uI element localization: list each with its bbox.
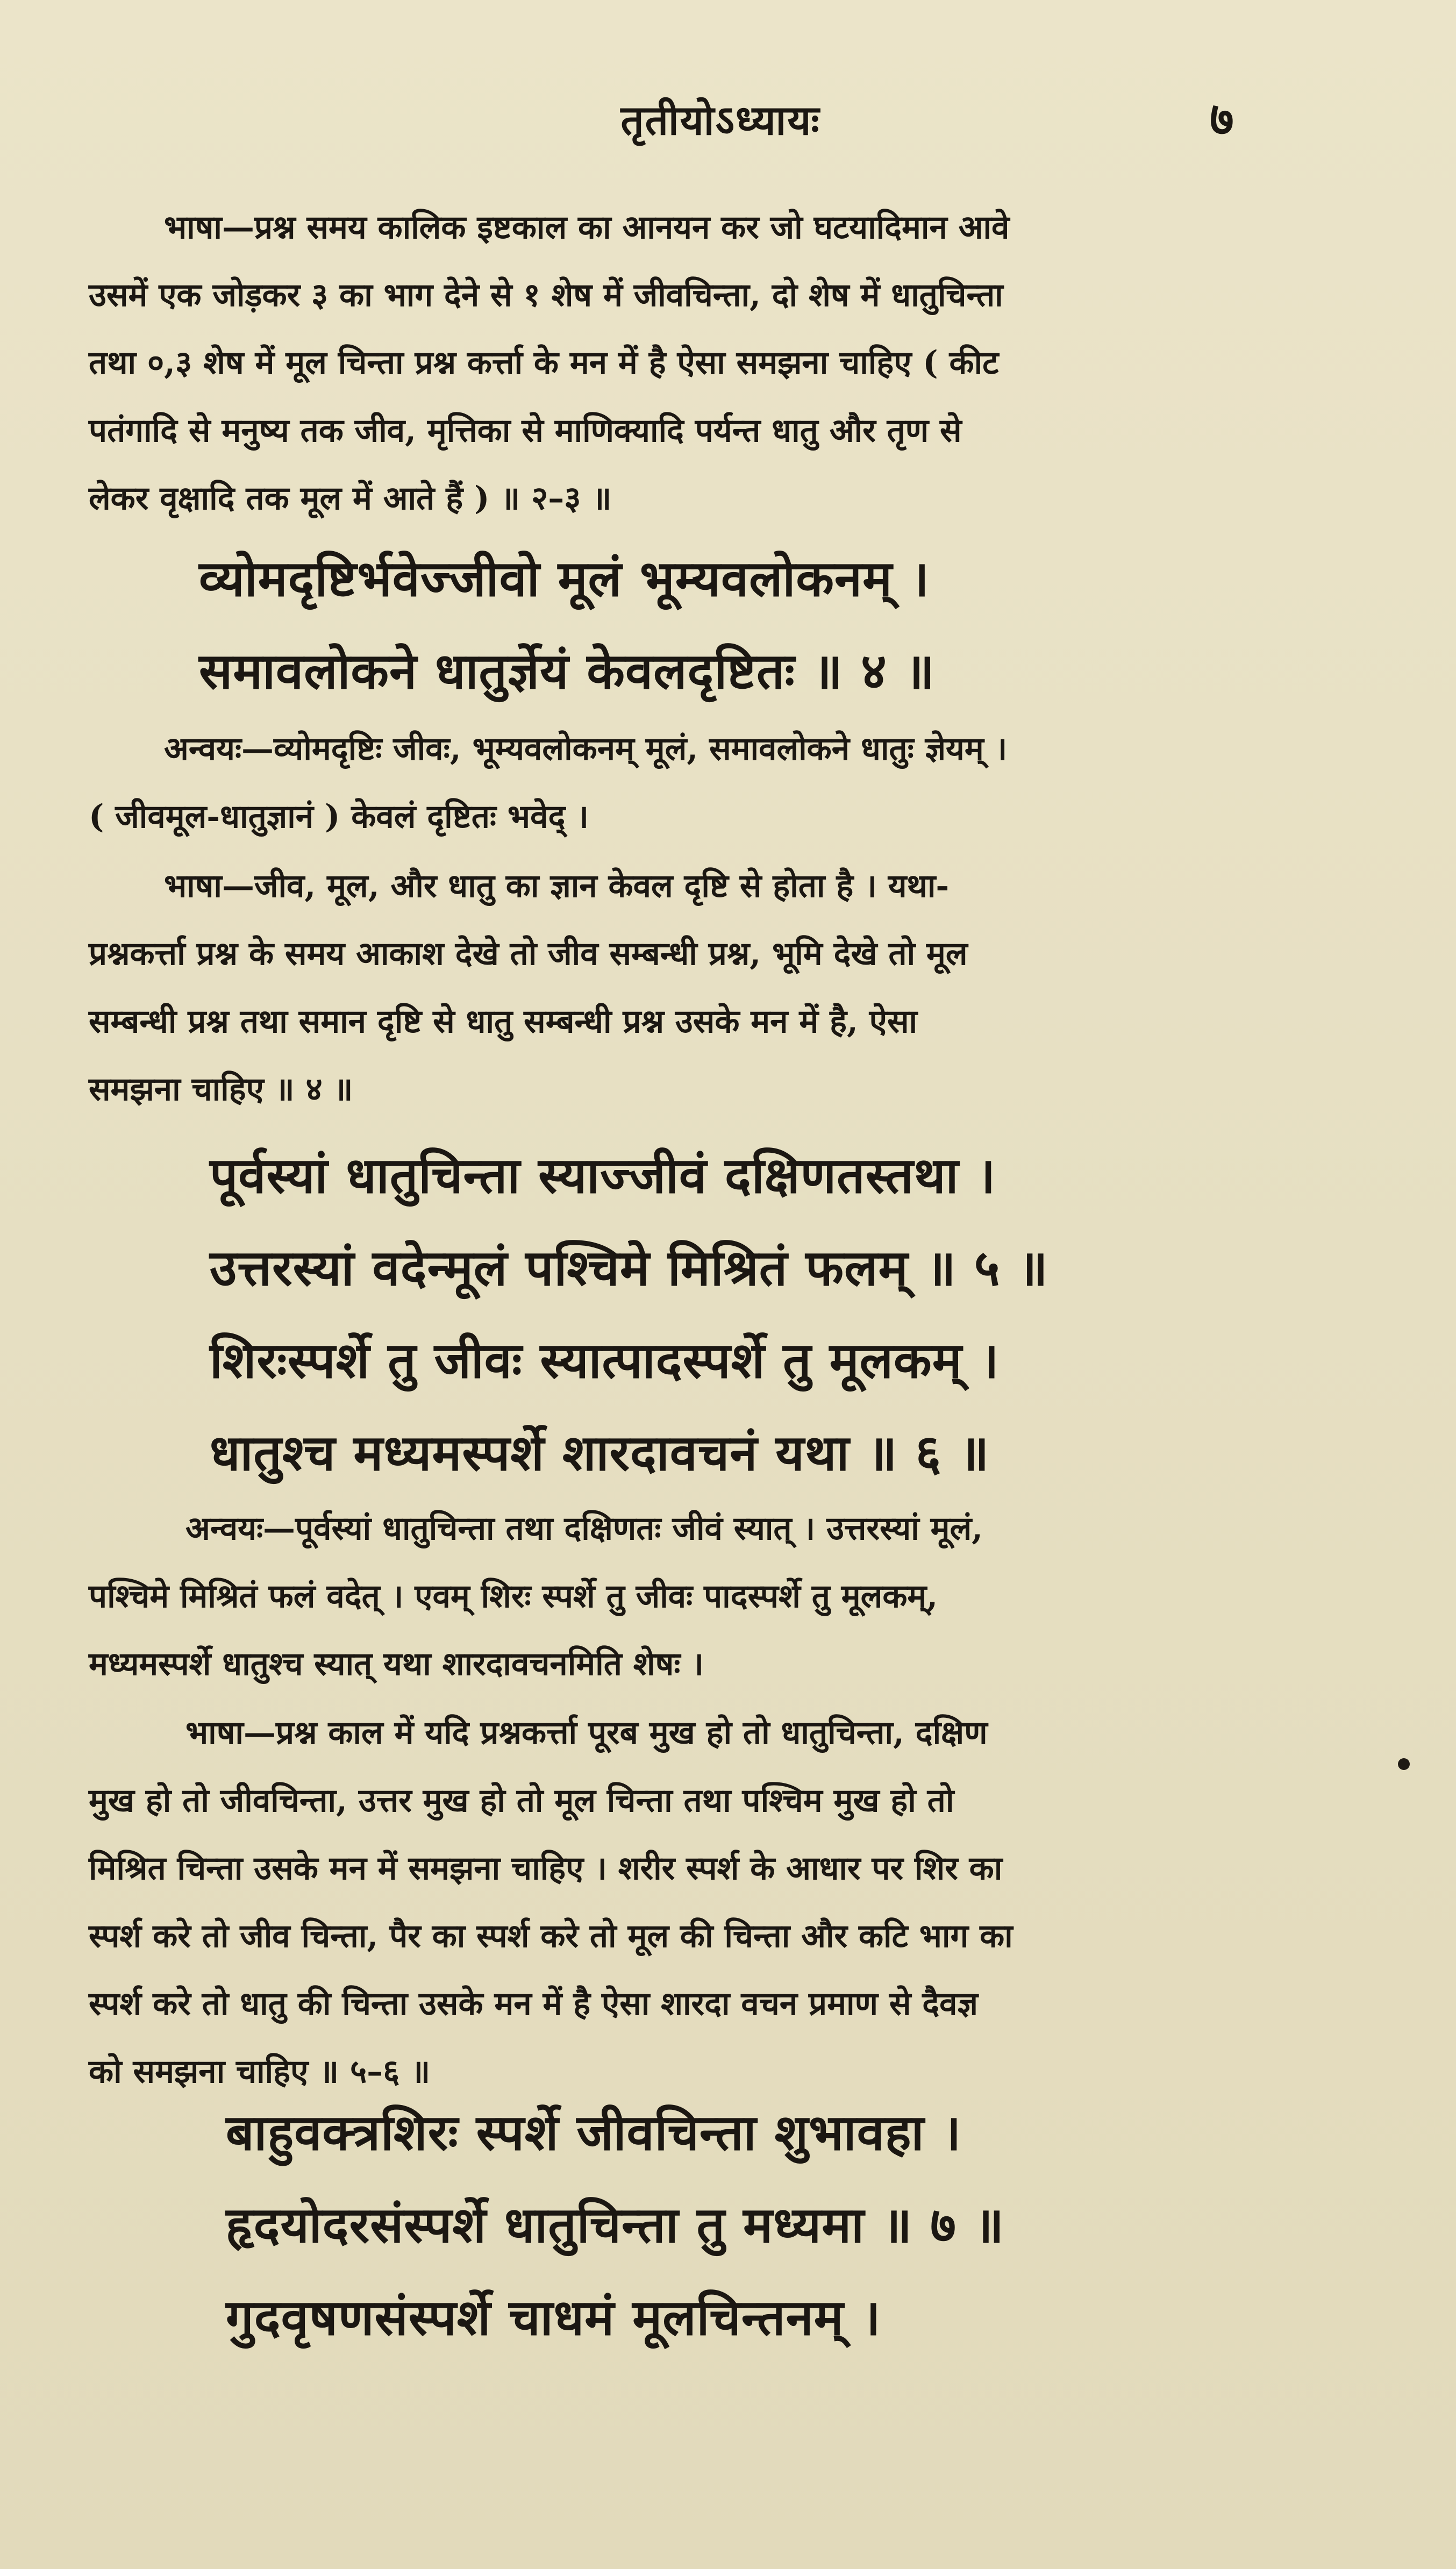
ink-speck <box>1398 1758 1410 1770</box>
text-line: मध्यमस्पर्शे धातुश्च स्यात् यथा शारदावचनमिति शेषः । <box>89 1645 704 1683</box>
verse-line: हृदयोदरसंस्पर्शे धातुचिन्ता तु मध्यमा ॥ ७ ॥ <box>226 2196 1005 2254</box>
verse-line: शिरःस्पर्शे तु जीवः स्यात्पादस्पर्शे तु मूलकम् । <box>210 1331 1000 1389</box>
text-line: प्रश्नकर्त्ता प्रश्न के समय आकाश देखे तो जीव सम्बन्धी प्रश्न, भूमि देखे तो मूल <box>89 935 968 973</box>
text-line: स्पर्श करे तो जीव चिन्ता, पैर का स्पर्श करे तो मूल की चिन्ता और कटि भाग का <box>89 1917 1013 1955</box>
text-line: मुख हो तो जीवचिन्ता, उत्तर मुख हो तो मूल चिन्ता तथा पश्चिम मुख हो तो <box>89 1782 954 1819</box>
verse-7 <box>226 2086 1004 2364</box>
text-line: भाषा—प्रश्न समय कालिक इष्टकाल का आनयन कर जो घटयादिमान आवे <box>164 209 1010 246</box>
verse-5-6 <box>210 1129 1048 1499</box>
text-line: लेकर वृक्षादि तक मूल में आते हैं ) ॥ २–३ ॥ <box>89 480 612 517</box>
text-line: सम्बन्धी प्रश्न तथा समान दृष्टि से धातु सम्बन्धी प्रश्न उसके मन में है, ऐसा <box>89 1003 918 1040</box>
page-header <box>0 81 1456 145</box>
text-line: भाषा—प्रश्न काल में यदि प्रश्नकर्त्ता पूरब मुख हो तो धातुचिन्ता, दक्षिण <box>185 1714 988 1752</box>
verse-4 <box>199 532 935 717</box>
text-line: भाषा—जीव, मूल, और धातु का ज्ञान केवल दृष्टि से होता है । यथा- <box>164 867 950 905</box>
anvaya-5-6 <box>89 1495 1336 1698</box>
chapter-title: तृतीयोऽध्यायः <box>620 96 820 144</box>
verse-line: गुदवृषणसंस्पर्शे चाधमं मूलचिन्तनम् । <box>226 2288 881 2346</box>
page-number: ७ <box>1210 92 1234 146</box>
verse-line: धातुश्च मध्यमस्पर्शे शारदावचनं यथा ॥ ६ ॥ <box>210 1424 990 1482</box>
verse-line: समावलोकने धातुर्ज्ञेयं केवलदृष्टितः ॥ ४ ॥ <box>199 642 936 700</box>
commentary-bhasha-4 <box>89 852 1336 1123</box>
text-line: को समझना चाहिए ॥ ५–६ ॥ <box>89 2053 431 2090</box>
text-line: ( जीवमूल-धातुज्ञानं ) केवलं दृष्टितः भवेद् । <box>89 798 589 836</box>
verse-line: बाहुवक्त्रशिरः स्पर्शे जीवचिन्ता शुभावहा । <box>226 2103 962 2161</box>
text-line: पश्चिमे मिश्रितं फलं वदेत् । एवम् शिरः स्पर्शे तु जीवः पादस्पर्शे तु मूलकम्, <box>89 1578 938 1615</box>
anvaya-4 <box>89 715 1336 851</box>
verse-line: उत्तरस्यां वदेन्मूलं पश्चिमे मिश्रितं फलम् ॥ ५ ॥ <box>210 1239 1048 1297</box>
text-line: समझना चाहिए ॥ ४ ॥ <box>89 1071 353 1108</box>
text-line: पतंगादि से मनुष्य तक जीव, मृत्तिका से माणिक्यादि पर्यन्त धातु और तृण से <box>89 412 962 449</box>
text-line: अन्वयः—पूर्वस्यां धातुचिन्ता तथा दक्षिणतः जीवं स्यात् । उत्तरस्यां मूलं, <box>185 1510 983 1547</box>
text-line: मिश्रित चिन्ता उसके मन में समझना चाहिए । शरीर स्पर्श के आधार पर शिर का <box>89 1850 1003 1887</box>
verse-line: पूर्वस्यां धातुचिन्ता स्याज्जीवं दक्षिणतस्तथा । <box>210 1146 996 1204</box>
text-line: स्पर्श करे तो धातु की चिन्ता उसके मन में है ऐसा शारदा वचन प्रमाण से दैवज्ञ <box>89 1985 978 2023</box>
commentary-bhasha-2-3 <box>89 194 1336 532</box>
verse-line: व्योमदृष्टिर्भवेज्जीवो मूलं भूम्यवलोकनम् । <box>199 550 930 608</box>
commentary-bhasha-5-6 <box>89 1699 1336 2106</box>
text-line: तथा ०,३ शेष में मूल चिन्ता प्रश्न कर्त्ता के मन में है ऐसा समझना चाहिए ( कीट <box>89 344 999 382</box>
text-line: उसमें एक जोड़कर ३ का भाग देने से १ शेष में जीवचिन्ता, दो शेष में धातुचिन्ता <box>89 276 1003 314</box>
text-line: अन्वयः—व्योमदृष्टिः जीवः, भूम्यवलोकनम् मूलं, समावलोकने धातुः ज्ञेयम् । <box>164 730 1008 768</box>
